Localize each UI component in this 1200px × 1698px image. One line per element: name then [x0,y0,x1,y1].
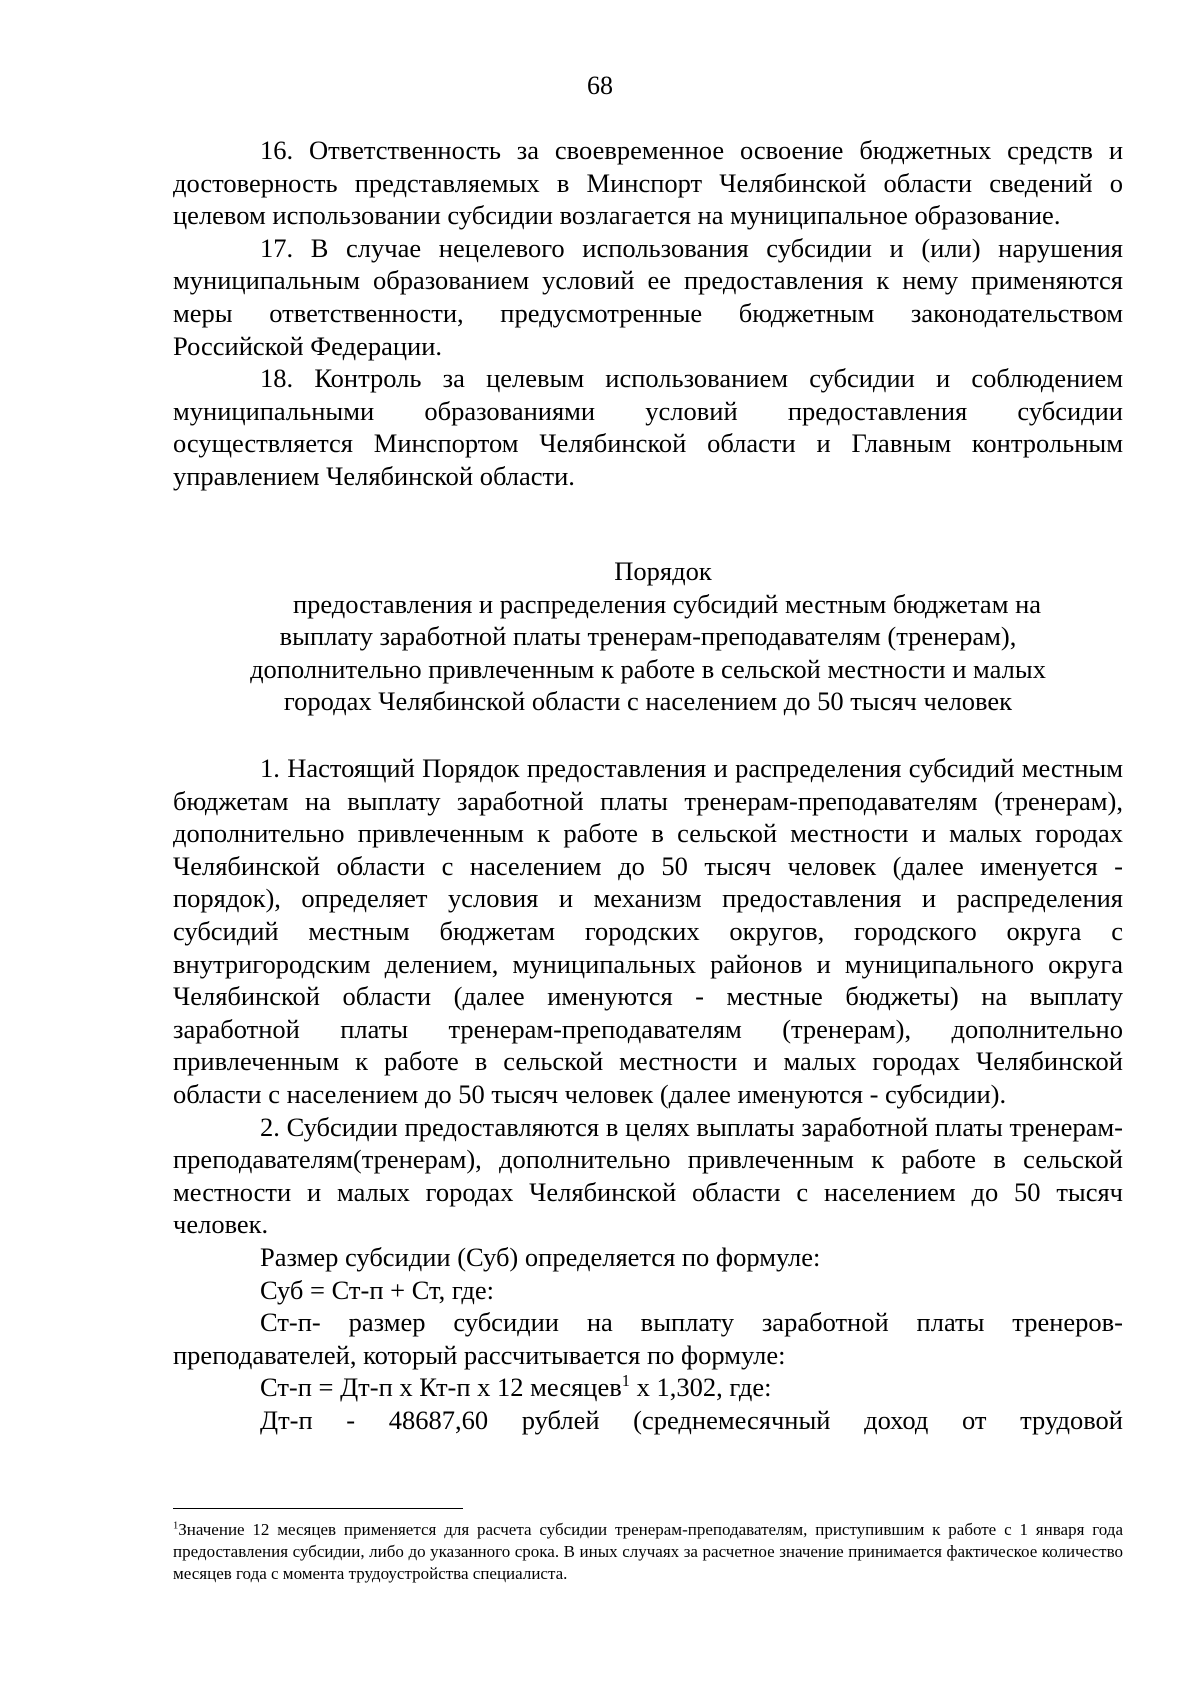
paragraph-16: 16. Ответственность за своевременное освоение бюджетных средств и достоверность представляемых в Минспорт Челябинской области сведений о целевом использовании субсидии возлагается на муниципальное образование. [173,135,1123,231]
footnote [173,1519,1123,1585]
paragraph-dtp-definition: Дт-п - 48687,60 рублей (среднемесячный доход от трудовой [260,1404,1123,1435]
formula-stp-text: Ст-п = Дт-п х Кт-п х 12 месяцев [260,1372,622,1403]
heading-line: предоставления и распределения субсидий местным бюджетам на [292,588,1042,619]
paragraph-stp-definition: Ст-п- размер субсидии на выплату заработной платы тренеров-преподавателей, который рассчитывается по формуле: [173,1307,1123,1370]
page-number: 68 [587,71,613,100]
main-section [173,752,1123,1436]
formula-stp [173,1371,1123,1404]
section-heading [173,555,1123,718]
formula-subsidy: Суб = Ст-п + Ст, где: [260,1274,495,1305]
heading-line: выплату заработной платы тренерам-преподавателям (тренерам), [279,621,1017,652]
footnote-text: Значение 12 месяцев применяется для расчета субсидии тренерам-преподавателям, приступившим к работе с 1 января года предоставления субсидии, либо до указанного срока. В иных случаях за расчетное значение принимается фактическое количество месяцев года с момента трудоустройства специалиста. [173,1520,1123,1583]
footnote-reference[interactable]: 1 [621,1371,630,1391]
paragraph-18: 18. Контроль за целевым использованием субсидии и соблюдением муниципальными образованиями условий предоставления субсидии осуществляется Минспортом Челябинской области и Главным контрольным управлением Челябинской области. [173,363,1123,491]
heading-line: городах Челябинской области с населением до 50 тысяч человек [283,686,1013,717]
paragraph-17: 17. В случае нецелевого использования субсидии и (или) нарушения муниципальным образованием условий ее предоставления к нему применяются меры ответственности, предусмотренные бюджетным законодательством Российской Федерации. [173,232,1123,361]
heading-line: дополнительно привлеченным к работе в сельской местности и малых [250,653,1046,684]
top-section [173,134,1123,493]
footnote-separator [173,1508,463,1509]
formula-intro: Размер субсидии (Суб) определяется по формуле: [260,1241,821,1272]
paragraph-1: 1. Настоящий Порядок предоставления и распределения субсидий местным бюджетам на выплату заработной платы тренерам-преподавателям (тренерам), дополнительно привлеченным к работе в сельской местности и малых городах Челябинской области с населением до 50 тысяч человек (далее именуется - порядок), определяет условия и механизм предоставления и распределения субсидий местным бюджетам городских округов, городского округа с внутригородским делением, муниципальных районов и муниципального округа Челябинской области (далее именуются - местные бюджеты) на выплату заработной платы тренерам-преподавателям (тренерам), дополнительно привлеченным к работе в сельской местности и малых городах Челябинской области с населением до 50 тысяч человек (далее именуются - субсидии). [173,753,1123,1109]
paragraph-2: 2. Субсидии предоставляются в целях выплаты заработной платы тренерам-преподавателям(тренерам), дополнительно привлеченным к работе в сельской местности и малых городах Челябинской области с населением до 50 тысяч человек. [173,1111,1123,1240]
formula-stp-tail: х 1,302, где: [629,1372,772,1403]
heading-title: Порядок [614,556,712,586]
footnote-marker: 1 [173,1520,179,1532]
